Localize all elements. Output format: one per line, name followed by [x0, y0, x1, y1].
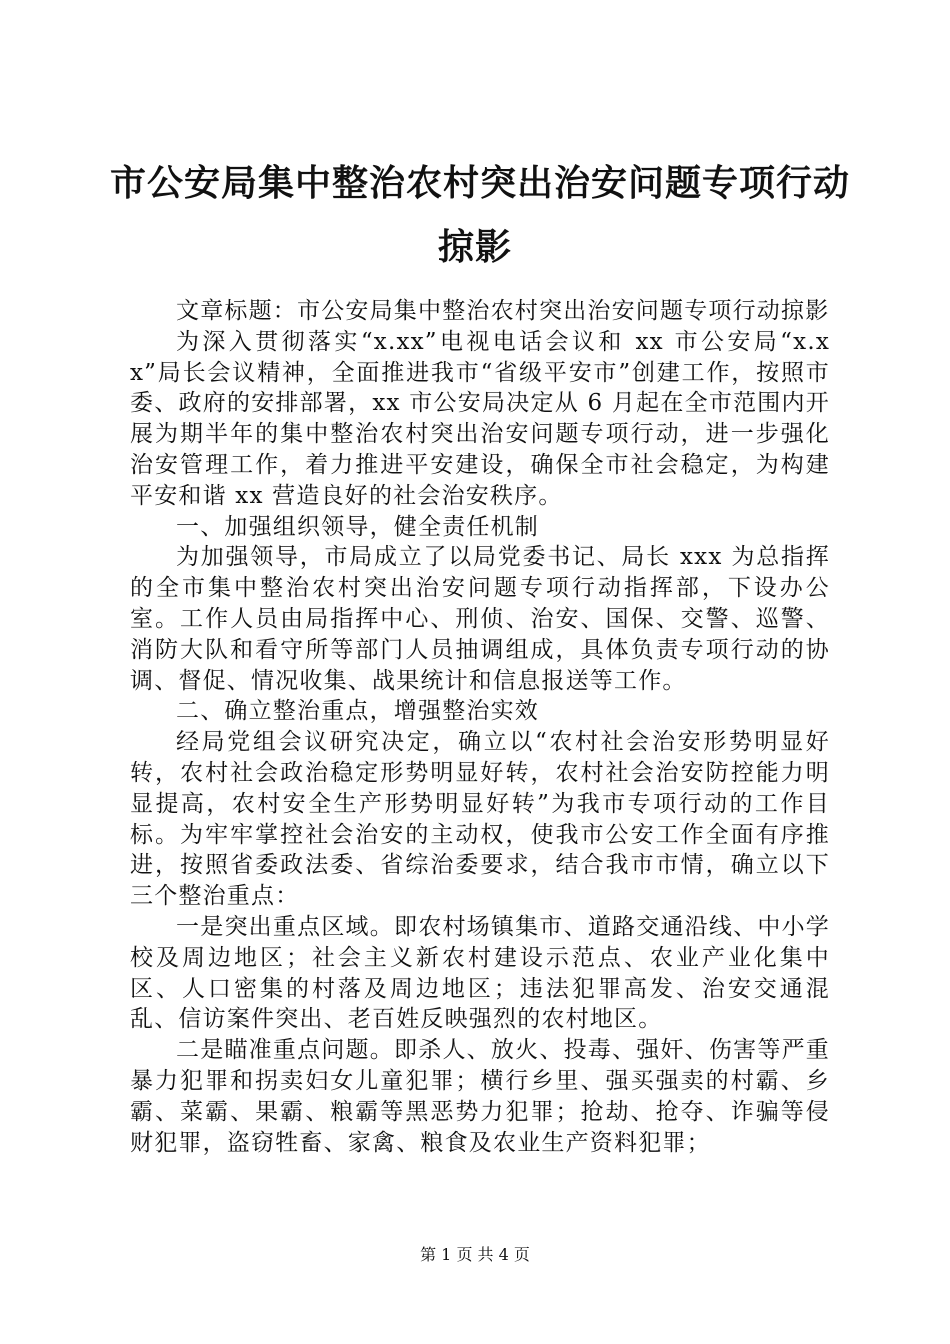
- document-title: [110, 152, 851, 280]
- title-line-2: 掠影: [437, 227, 512, 268]
- paragraph-focus-areas: 一是突出重点区域。即农村场镇集市、道路交通沿线、中小学校及周边地区；社会主义新农村建设示范点、农业产业化集中区、人口密集的村落及周边地区；违法犯罪高发、治安交通混乱、信访案件突出、老百姓反映强烈的农村地区。: [130, 913, 830, 1033]
- paragraph-article-title: 文章标题：市公安局集中整治农村突出治安问题专项行动掠影: [176, 298, 830, 324]
- document-body: [130, 296, 830, 1158]
- paragraph-intro: 为深入贯彻落实“x.xx”电视电话会议和 xx 市公安局“x.xx”局长会议精神，全面推进我市“省级平安市”创建工作，按照市委、政府的安排部署，xx 市公安局决定从 6 月起在全市范围内开展为期半年的集中整治农村突出治安问题专项行动，进一步强化治安管理工作，着力推进平安建设，确保全市社会稳定，为构建平安和谐 xx 营造良好的社会治安秩序。: [130, 328, 830, 509]
- paragraph-focus-problems: 二是瞄准重点问题。即杀人、放火、投毒、强奸、伤害等严重暴力犯罪和拐卖妇女儿童犯罪；横行乡里、强买强卖的村霸、乡霸、菜霸、果霸、粮霸等黑恶势力犯罪；抢劫、抢夺、诈骗等侵财犯罪，盗窃牲畜、家禽、粮食及农业生产资料犯罪；: [130, 1037, 830, 1156]
- page-footer: 第 1 页 共 4 页: [420, 1245, 530, 1264]
- paragraph-section-2: 经局党组会议研究决定，确立以“农村社会治安形势明显好转，农村社会政治稳定形势明显好转，农村社会治安防控能力明显提高，农村安全生产形势明显好转”为我市专项行动的工作目标。为牢牢掌控社会治安的主动权，使我市公安工作全面有序推进，按照省委政法委、省综治委要求，结合我市市情，确立以下三个整治重点：: [130, 729, 830, 910]
- title-line-1: 市公安局集中整治农村突出治安问题专项行动: [110, 163, 851, 204]
- section-heading-1: 一、加强组织领导，健全责任机制: [176, 513, 539, 540]
- paragraph-section-1: 为加强领导，市局成立了以局党委书记、局长 xxx 为总指挥的全市集中整治农村突出治安问题专项行动指挥部，下设办公室。工作人员由局指挥中心、刑侦、治安、国保、交警、巡警、消防大队和看守所等部门人员抽调组成，具体负责专项行动的协调、督促、情况收集、战果统计和信息报送等工作。: [130, 544, 830, 694]
- section-heading-2: 二、确立整治重点，增强整治实效: [176, 698, 539, 725]
